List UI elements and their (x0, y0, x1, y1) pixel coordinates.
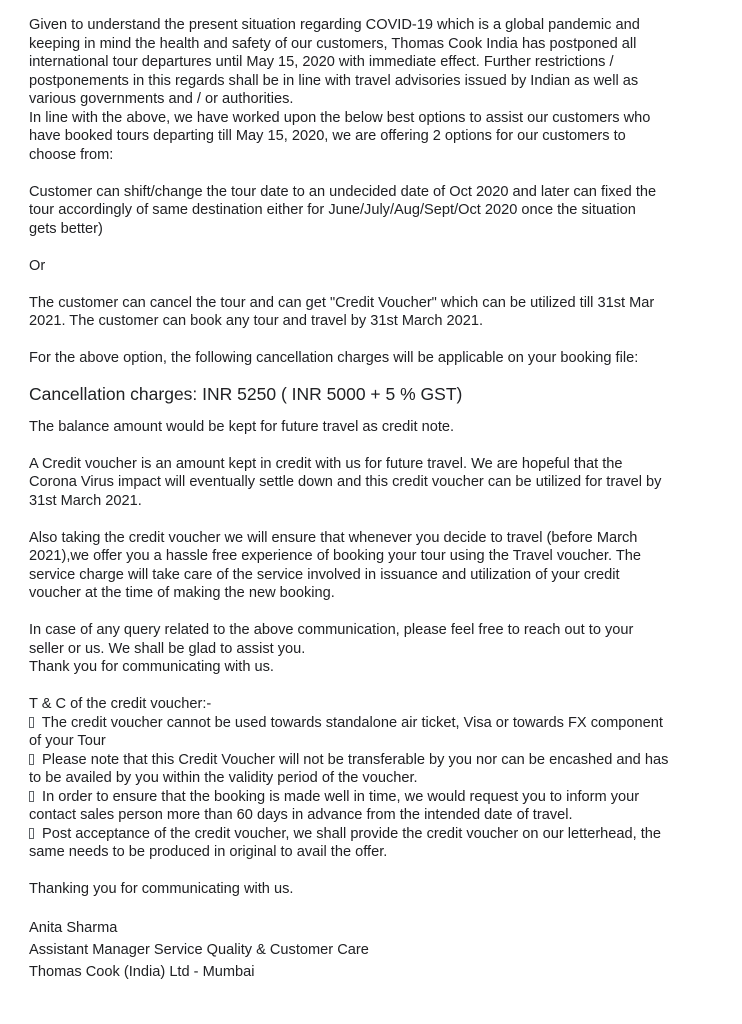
text-line: seller or us. We shall be glad to assist you. (29, 640, 306, 657)
signatory-title: Assistant Manager Service Quality & Customer Care (29, 942, 369, 958)
intro-paragraph (29, 16, 719, 164)
service-paragraph (29, 529, 719, 603)
text-line: international tour departures until May 15, 2020 with immediate effect. Further restrictions / (29, 54, 614, 70)
letter-body (29, 16, 719, 983)
missing-glyph-bullet-icon (29, 791, 34, 802)
text-line: Also taking the credit voucher we will ensure that whenever you decide to travel (before March (29, 529, 638, 546)
text-line: keeping in mind the health and safety of our customers, Thomas Cook India has postponed all (29, 35, 637, 52)
text-line: have booked tours departing till May 15, 2020, we are offering 2 options for our customers to (29, 128, 626, 144)
text-line: Corona Virus impact will eventually settle down and this credit voucher can be utilized for travel by (29, 474, 662, 490)
text-line: 2021. The customer can book any tour and travel by 31st March 2021. (29, 313, 484, 329)
text-line: choose from: (29, 146, 114, 163)
terms-item: Please note that this Credit Voucher will not be transferable by you nor can be encashed and has (29, 751, 719, 770)
query-paragraph (29, 621, 719, 677)
terms-item: Post acceptance of the credit voucher, we shall provide the credit voucher on our letterhead, the (29, 825, 719, 844)
text-line: postponements in this regards shall be in line with travel advisories issued by Indian as well as (29, 72, 639, 89)
or-separator: Or (29, 257, 46, 274)
missing-glyph-bullet-icon (29, 754, 34, 765)
terms-section (29, 695, 719, 862)
text-line: A Credit voucher is an amount kept in credit with us for future travel. We are hopeful that the (29, 455, 623, 472)
text-line: various governments and / or authorities. (29, 91, 294, 107)
option-one-paragraph (29, 183, 719, 239)
terms-title: T & C of the credit voucher:- (29, 696, 212, 712)
option-two-paragraph (29, 294, 719, 331)
text-line: of your Tour (29, 733, 106, 749)
signatory-name: Anita Sharma (29, 920, 118, 936)
text-line: The customer can cancel the tour and can get "Credit Voucher" which can be utilized till 31st Mar (29, 294, 655, 311)
text-line: same needs to be produced in original to avail the offer. (29, 844, 388, 860)
text-line: 31st March 2021. (29, 492, 142, 509)
text-line: to be availed by you within the validity period of the voucher. (29, 770, 418, 786)
signatory-company: Thomas Cook (India) Ltd - Mumbai (29, 964, 255, 980)
balance-note: The balance amount would be kept for future travel as credit note. (29, 418, 455, 435)
missing-glyph-bullet-icon (29, 717, 34, 728)
text-line: In line with the above, we have worked upon the below best options to assist our customers who (29, 109, 651, 126)
text-line: gets better) (29, 220, 103, 237)
text-line: 2021),we offer you a hassle free experience of booking your tour using the Travel voucher. The (29, 548, 641, 564)
text-line: Given to understand the present situation regarding COVID-19 which is a global pandemic and (29, 17, 640, 33)
terms-item: The credit voucher cannot be used towards standalone air ticket, Visa or towards FX component (29, 714, 719, 733)
signature-block (29, 917, 719, 983)
credit-voucher-paragraph (29, 455, 719, 511)
text-line: tour accordingly of same destination either for June/July/Aug/Sept/Oct 2020 once the situation (29, 202, 636, 218)
text-line: In case of any query related to the above communication, please feel free to reach out to your (29, 622, 634, 638)
text-line: Thank you for communicating with us. (29, 659, 274, 675)
text-line: contact sales person more than 60 days in advance from the intended date of travel. (29, 807, 573, 823)
charges-intro: For the above option, the following cancellation charges will be applicable on your booking file: (29, 350, 639, 366)
text-line: service charge will take care of the service involved in issuance and utilization of your credit (29, 566, 620, 583)
text-line: Customer can shift/change the tour date to an undecided date of Oct 2020 and later can fixed the (29, 183, 657, 200)
missing-glyph-bullet-icon (29, 828, 34, 839)
cancellation-charges: Cancellation charges: INR 5250 ( INR 5000 + 5 % GST) (29, 383, 463, 404)
closing-line: Thanking you for communicating with us. (29, 881, 294, 897)
text-line: voucher at the time of making the new booking. (29, 585, 335, 601)
terms-item: In order to ensure that the booking is made well in time, we would request you to inform your (29, 788, 719, 807)
